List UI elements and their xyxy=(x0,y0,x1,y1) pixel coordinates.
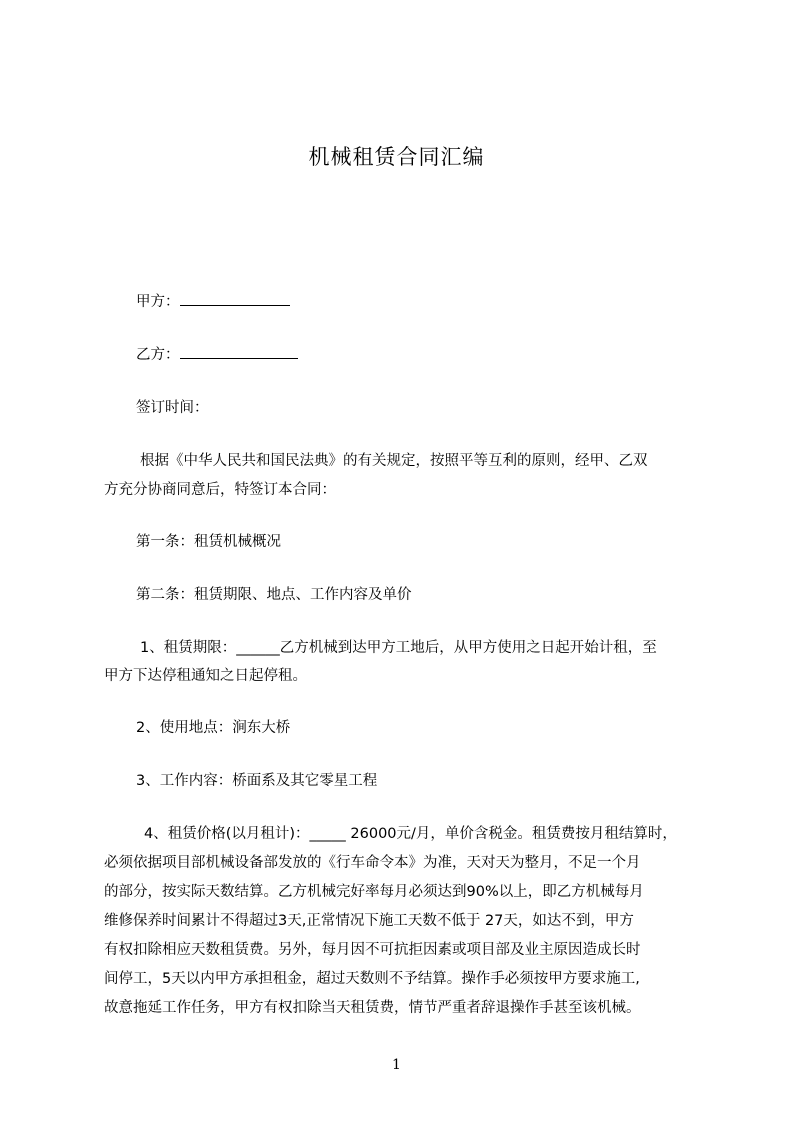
party-a-label: 甲方： xyxy=(136,294,180,310)
item-4-line-3: 的部分，按实际天数结算。乙方机械完好率每月必须达到90%以上，即乙方机械每月 xyxy=(104,884,644,900)
item-4-line-1: 4、租赁价格(以月租计)：_____ 26000元/月，单价含税金。租赁费按月租结算时， xyxy=(144,826,677,842)
article-1-heading: 第一条：租赁机械概况 xyxy=(136,534,281,550)
item-1-line-1: 1、租赁期限：______乙方机械到达甲方工地后，从甲方使用之日起开始计租，至 xyxy=(140,640,657,656)
item-4-line-6: 间停工，5天以内甲方承担租金，超过天数则不予结算。操作手必须按甲方要求施工, xyxy=(104,971,640,987)
item-4-line-2: 必须依据项目部机械设备部发放的《行车命令本》为准，天对天为整月，不足一个月 xyxy=(104,855,641,871)
preamble-line-2: 方充分协商同意后，特签订本合同： xyxy=(104,482,336,498)
article-2-heading: 第二条：租赁期限、地点、工作内容及单价 xyxy=(136,587,412,603)
item-2: 2、使用地点：涧东大桥 xyxy=(136,720,291,736)
sign-time-label: 签订时间： xyxy=(136,400,209,416)
item-4-line-4: 维修保养时间累计不得超过3天,正常情况下施工天数不低于 27天，如达不到，甲方 xyxy=(104,913,634,929)
item-3: 3、工作内容：桥面系及其它零星工程 xyxy=(136,773,378,789)
party-a-line xyxy=(136,291,290,312)
party-a-blank xyxy=(180,291,290,306)
item-4-line-5: 有权扣除相应天数租赁费。另外，每月因不可抗拒因素或项目部及业主原因造成长时 xyxy=(104,942,641,958)
preamble-line-1: 根据《中华人民共和国民法典》的有关规定，按照平等互利的原则，经甲、乙双 xyxy=(140,453,648,469)
item-4-line-7: 故意拖延工作任务，甲方有权扣除当天租赁费，情节严重者辞退操作手甚至该机械。 xyxy=(104,1000,641,1016)
item-1-line-2: 甲方下达停租通知之日起停租。 xyxy=(104,668,307,684)
party-b-label: 乙方： xyxy=(136,347,180,363)
document-title: 机械租赁合同汇编 xyxy=(308,145,485,169)
item-4-paragraph xyxy=(104,820,722,1030)
party-b-blank xyxy=(180,344,298,359)
party-b-line xyxy=(136,344,298,365)
page-number: 1 xyxy=(392,1057,401,1073)
